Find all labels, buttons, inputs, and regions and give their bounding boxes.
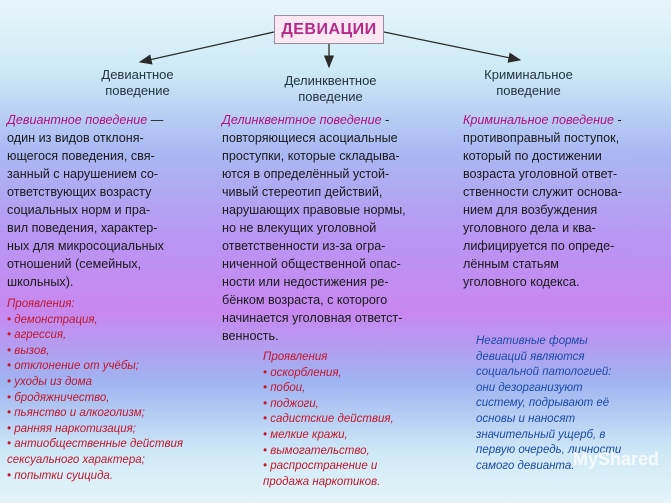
delinquent-def-dash: - bbox=[381, 113, 390, 127]
delinquent-def-line: ются в определённый устой- bbox=[222, 167, 390, 181]
deviant-def-line: занный с нарушением со- bbox=[7, 167, 159, 181]
deviant-def-line: вил поведения, характер- bbox=[7, 221, 158, 235]
list-item: • уходы из дома bbox=[7, 375, 92, 388]
deviant-def-line: ответствующих возрасту bbox=[7, 185, 152, 199]
criminal-def-line: который по достижении bbox=[463, 149, 602, 163]
criminal-def-line: лифицируется по опреде- bbox=[463, 239, 615, 253]
note-line: первую очередь, личности bbox=[476, 444, 622, 457]
deviant-def-line: ных для микросоциальных bbox=[7, 239, 164, 253]
deviant-def-line: социальных норм и пра- bbox=[7, 203, 151, 217]
branch-delinquent bbox=[268, 73, 393, 105]
delinquent-manifestations bbox=[263, 350, 423, 490]
arrow-left bbox=[140, 32, 274, 62]
diagram-title: ДЕВИАЦИИ bbox=[274, 15, 384, 44]
note-line: значительный ущерб, в bbox=[476, 428, 606, 441]
list-item: • побои, bbox=[263, 382, 306, 395]
deviant-def-line: отношений (семейных, bbox=[7, 257, 142, 271]
criminal-def-line: возраста уголовной ответ- bbox=[463, 167, 618, 181]
list-item: • поджоги, bbox=[263, 397, 319, 410]
delinquent-def-line: чивый стереотип действий, bbox=[222, 185, 383, 199]
deviant-def-dash: — bbox=[147, 113, 164, 127]
list-item: • агрессия, bbox=[7, 329, 67, 342]
note-line: социальной патологией: bbox=[476, 366, 612, 379]
deviant-term: Девиантное поведение bbox=[7, 113, 148, 127]
list-item: • пьянство и алкоголизм; bbox=[7, 407, 145, 420]
list-item: • садистские действия, bbox=[263, 413, 394, 426]
delinquent-def-line: венность. bbox=[222, 329, 279, 343]
list-item: продажа наркотиков. bbox=[263, 475, 381, 488]
criminal-def-line: уголовного дела и ква- bbox=[463, 221, 596, 235]
list-item: • демонстрация, bbox=[7, 313, 98, 326]
delinquent-definition bbox=[222, 111, 452, 345]
delinquent-def-line: нарушающих правовые нормы, bbox=[222, 203, 406, 217]
note-line: Негативные формы bbox=[476, 335, 588, 347]
branch-deviant bbox=[80, 67, 195, 99]
note-line: девиаций являются bbox=[476, 350, 585, 363]
criminal-def-line: противоправный поступок, bbox=[463, 131, 620, 145]
criminal-def-dash: - bbox=[614, 113, 622, 127]
list-item: • отклонение от учёбы; bbox=[7, 360, 139, 373]
branch-deviant-line2: поведение bbox=[105, 83, 170, 98]
list-item: • бродяжничество, bbox=[7, 391, 110, 404]
branch-delinquent-line2: поведение bbox=[298, 89, 363, 104]
deviant-def-line bbox=[7, 111, 194, 129]
deviant-definition bbox=[7, 111, 194, 291]
deviant-def-line: один из видов отклоня- bbox=[7, 131, 144, 145]
criminal-term: Криминальное поведение bbox=[463, 113, 615, 127]
branch-deviant-line1: Девиантное bbox=[101, 67, 174, 82]
note-line: самого девианта. bbox=[476, 459, 575, 472]
delinquent-def-line: но не влекущих уголовной bbox=[222, 221, 377, 235]
list-item: • оскорбления, bbox=[263, 366, 342, 379]
list-item: • распространение и bbox=[263, 460, 378, 473]
delinquent-term: Делинквентное поведение bbox=[222, 113, 382, 127]
list-item: • вымогательство, bbox=[263, 444, 370, 457]
list-item: сексуального характера; bbox=[7, 453, 145, 466]
list-item: • мелкие кражи, bbox=[263, 428, 348, 441]
list-item: • вызов, bbox=[7, 344, 50, 357]
list-header: Проявления: bbox=[7, 298, 75, 310]
branch-delinquent-line1: Делинквентное bbox=[284, 73, 377, 88]
note-line: систему, подрывают её bbox=[476, 397, 610, 410]
delinquent-def-line: повторяющиеся асоциальные bbox=[222, 131, 398, 145]
criminal-def-line bbox=[463, 111, 661, 129]
criminal-definition bbox=[463, 111, 661, 291]
branch-criminal bbox=[466, 67, 591, 99]
list-item: • антиобщественные действия bbox=[7, 438, 184, 451]
delinquent-def-line: бёнком возраста, с которого bbox=[222, 293, 388, 307]
deviant-manifestations bbox=[7, 297, 197, 484]
list-item: • ранняя наркотизация; bbox=[7, 422, 136, 435]
criminal-def-line: уголовного кодекса. bbox=[463, 275, 580, 289]
note-line: основы и наносят bbox=[476, 412, 576, 425]
deviant-def-line: школьных). bbox=[7, 275, 74, 289]
criminal-def-line: лённым статьям bbox=[463, 257, 559, 271]
delinquent-def-line bbox=[222, 111, 452, 129]
deviant-def-line: ющегося поведения, свя- bbox=[7, 149, 155, 163]
criminal-def-line: ственности служит основа- bbox=[463, 185, 622, 199]
arrow-right bbox=[384, 32, 520, 60]
list-header: Проявления bbox=[263, 351, 328, 363]
delinquent-def-line: начинается уголовная ответст- bbox=[222, 311, 403, 325]
delinquent-def-line: ответственности из-за огра- bbox=[222, 239, 386, 253]
branch-criminal-line2: поведение bbox=[496, 83, 561, 98]
delinquent-def-line: ниченной общественной опас- bbox=[222, 257, 401, 271]
branch-criminal-line1: Криминальное bbox=[484, 67, 573, 82]
criminal-def-line: нием для возбуждения bbox=[463, 203, 598, 217]
delinquent-def-line: ности или недостижения ре- bbox=[222, 275, 389, 289]
list-item: • попытки суицида. bbox=[7, 469, 114, 482]
watermark-logo: MyShared bbox=[572, 449, 659, 469]
delinquent-def-line: проступки, которые складыва- bbox=[222, 149, 400, 163]
note-line: они дезорганизуют bbox=[476, 381, 583, 394]
